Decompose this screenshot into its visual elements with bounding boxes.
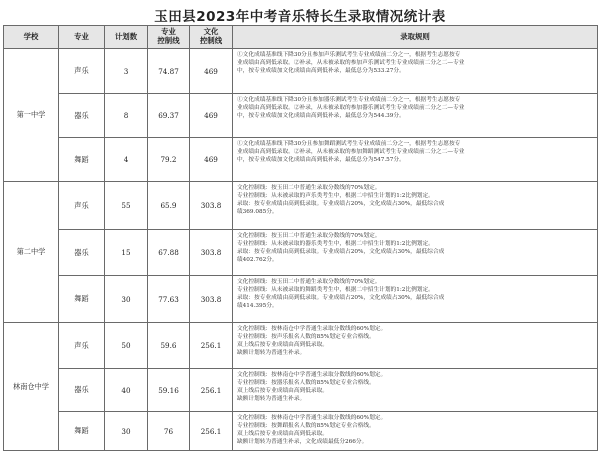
plan-cell: 30: [105, 412, 148, 451]
rule-line: 专业控制线：按器乐报名人数的85%划定专业合格线。: [237, 380, 375, 387]
rule-line: 专业控制线：按声乐报名人数的85%划定专业合格线。: [237, 334, 375, 341]
rule-line: 缺额计划转为普通生补录。: [237, 396, 306, 403]
rules-cell: [233, 230, 598, 276]
rules-cell: [233, 412, 598, 451]
rules-cell: [233, 323, 598, 369]
rule-line: ①文化成绩基准线下降30分且参加器乐测试考生专业成绩前二分之一，根据考生志愿按专: [237, 97, 461, 103]
school-name: 第二中学: [4, 182, 59, 323]
major-line-cell: 65.9: [148, 182, 190, 230]
rule-line: 文化控制线：按林南仓中学普通生录取分数线的60%划定。: [237, 326, 387, 332]
school-name: 第一中学: [4, 49, 59, 182]
rule-line: 专业控制线：按舞蹈报名人数的85%划定专业合格线。: [237, 423, 375, 430]
rule-line: ①文化成绩基准线下降30分且参加声乐测试考生专业成绩前二分之一，根据考生志愿按专: [237, 52, 461, 58]
rule-line: ①文化成绩基准线下降30分且参加舞蹈测试考生专业成绩前二分之一，根据考生志愿按专: [237, 141, 461, 147]
rule-line: 录取：按专业成绩由高到低录取。专业成绩占20%，文化成绩占30%，最低综合成: [237, 295, 445, 302]
plan-cell: 40: [105, 369, 148, 412]
rule-line: 业成绩由高到低录取。②补录，从未被录取的参加舞蹈测试考生专业成绩前二分之二—专业: [237, 149, 465, 156]
table-row: [4, 323, 598, 369]
major-line-cell: 59.6: [148, 323, 190, 369]
rule-line: 文化控制线：按林南仓中学普通生录取分数线的60%划定。: [237, 372, 387, 378]
rule-line: 专业控制线：从未被录取的器乐类考生中，根据二中招生计划的1:2比例划定。: [237, 241, 434, 248]
table-row: [4, 276, 598, 323]
rule-line: 文化控制线：按林南仓中学普通生录取分数线的60%划定。: [237, 415, 387, 421]
rules-cell: [233, 369, 598, 412]
header-major-line: 专业 控制线: [148, 26, 190, 49]
rule-line: 文化控制线：按玉田二中普通生录取分数线的70%划定。: [237, 185, 381, 191]
header-school: 学校: [4, 26, 59, 49]
rule-line: 文化控制线：按玉田二中普通生录取分数线的70%划定。: [237, 233, 381, 239]
rule-line: 录取：按专业成绩由高到低录取。专业成绩占20%，文化成绩占30%，最低综合成: [237, 201, 445, 208]
rules-cell: [233, 276, 598, 323]
table-row: [4, 94, 598, 138]
page-title: 玉田县2023年中考音乐特长生录取情况统计表: [154, 9, 446, 25]
rule-line: 中，按专业成绩加文化成绩由高到低补录，最低总分为547.57分。: [237, 157, 405, 164]
table-row: [4, 182, 598, 230]
rule-line: 专业控制线：从未被录取的声乐类考生中，根据二中招生计划的1:2比例划定。: [237, 193, 434, 200]
major-cell: 舞蹈: [59, 412, 105, 451]
major-cell: 声乐: [59, 49, 105, 94]
plan-cell: 50: [105, 323, 148, 369]
rule-line: 文化控制线：按玉田二中普通生录取分数线的70%划定。: [237, 279, 381, 285]
rule-line: 绩414.395分。: [237, 303, 278, 310]
rules-cell: [233, 49, 598, 94]
rule-line: 绩369.085分。: [237, 209, 278, 216]
plan-cell: 3: [105, 49, 148, 94]
header-culture-line: 文化 控制线: [190, 26, 233, 49]
table-row: [4, 369, 598, 412]
major-line-cell: 69.37: [148, 94, 190, 138]
plan-cell: 4: [105, 138, 148, 182]
school-name: 林南仓中学: [4, 323, 59, 451]
culture-line-cell: 256.1: [190, 369, 233, 412]
culture-line-cell: 469: [190, 94, 233, 138]
major-cell: 声乐: [59, 323, 105, 369]
table-header-row: [4, 26, 598, 49]
culture-line-cell: 469: [190, 138, 233, 182]
major-line-cell: 59.16: [148, 369, 190, 412]
rule-line: 缺额计划转为普通生补录。: [237, 350, 306, 357]
culture-line-cell: 303.8: [190, 276, 233, 323]
rule-line: 绩402.762分。: [237, 257, 278, 264]
table-row: [4, 230, 598, 276]
culture-line-cell: 256.1: [190, 412, 233, 451]
plan-cell: 15: [105, 230, 148, 276]
major-cell: 声乐: [59, 182, 105, 230]
table-row: [4, 138, 598, 182]
major-cell: 舞蹈: [59, 276, 105, 323]
rule-line: 双上线后按专业成绩由高到低录取。: [237, 342, 328, 349]
rule-line: 专业控制线：从未被录取的舞蹈类考生中，根据二中招生计划的1:2比例划定。: [237, 287, 434, 294]
header-plan: 计划数: [105, 26, 148, 49]
major-cell: 舞蹈: [59, 138, 105, 182]
plan-cell: 55: [105, 182, 148, 230]
rule-line: 缺额计划转为普通生补录，文化成绩最低分266分。: [237, 439, 368, 446]
major-cell: 器乐: [59, 230, 105, 276]
major-cell: 器乐: [59, 94, 105, 138]
plan-cell: 8: [105, 94, 148, 138]
rule-line: 双上线后按专业成绩由高到低录取。: [237, 431, 328, 438]
table-row: [4, 412, 598, 451]
rules-cell: [233, 182, 598, 230]
rules-cell: [233, 94, 598, 138]
header-major: 专业: [59, 26, 105, 49]
rule-line: 中，按专业成绩加文化成绩由高到低补录，最低总分为544.39分。: [237, 113, 405, 120]
admission-table: [3, 25, 598, 451]
culture-line-cell: 469: [190, 49, 233, 94]
culture-line-cell: 256.1: [190, 323, 233, 369]
plan-cell: 30: [105, 276, 148, 323]
major-cell: 器乐: [59, 369, 105, 412]
table-row: [4, 49, 598, 94]
header-rules: 录取规则: [233, 26, 598, 49]
rules-cell: [233, 138, 598, 182]
rule-line: 业成绩由高到低录取。②补录，从未被录取的参加器乐测试考生专业成绩前二分之二—专业: [237, 105, 465, 112]
culture-line-cell: 303.8: [190, 230, 233, 276]
rule-line: 业成绩由高到低录取。②补录，从未被录取的参加声乐测试考生专业成绩前二分之二—专业: [237, 60, 465, 67]
rule-line: 录取：按专业成绩由高到低录取。专业成绩占20%，文化成绩占30%，最低综合成: [237, 249, 445, 256]
major-line-cell: 79.2: [148, 138, 190, 182]
major-line-cell: 74.87: [148, 49, 190, 94]
major-line-cell: 76: [148, 412, 190, 451]
rule-line: 中，按专业成绩加文化成绩由高到低补录，最低总分为533.27分。: [237, 68, 405, 75]
culture-line-cell: 303.8: [190, 182, 233, 230]
rule-line: 双上线后按专业成绩由高到低录取。: [237, 388, 328, 395]
major-line-cell: 77.63: [148, 276, 190, 323]
major-line-cell: 67.88: [148, 230, 190, 276]
